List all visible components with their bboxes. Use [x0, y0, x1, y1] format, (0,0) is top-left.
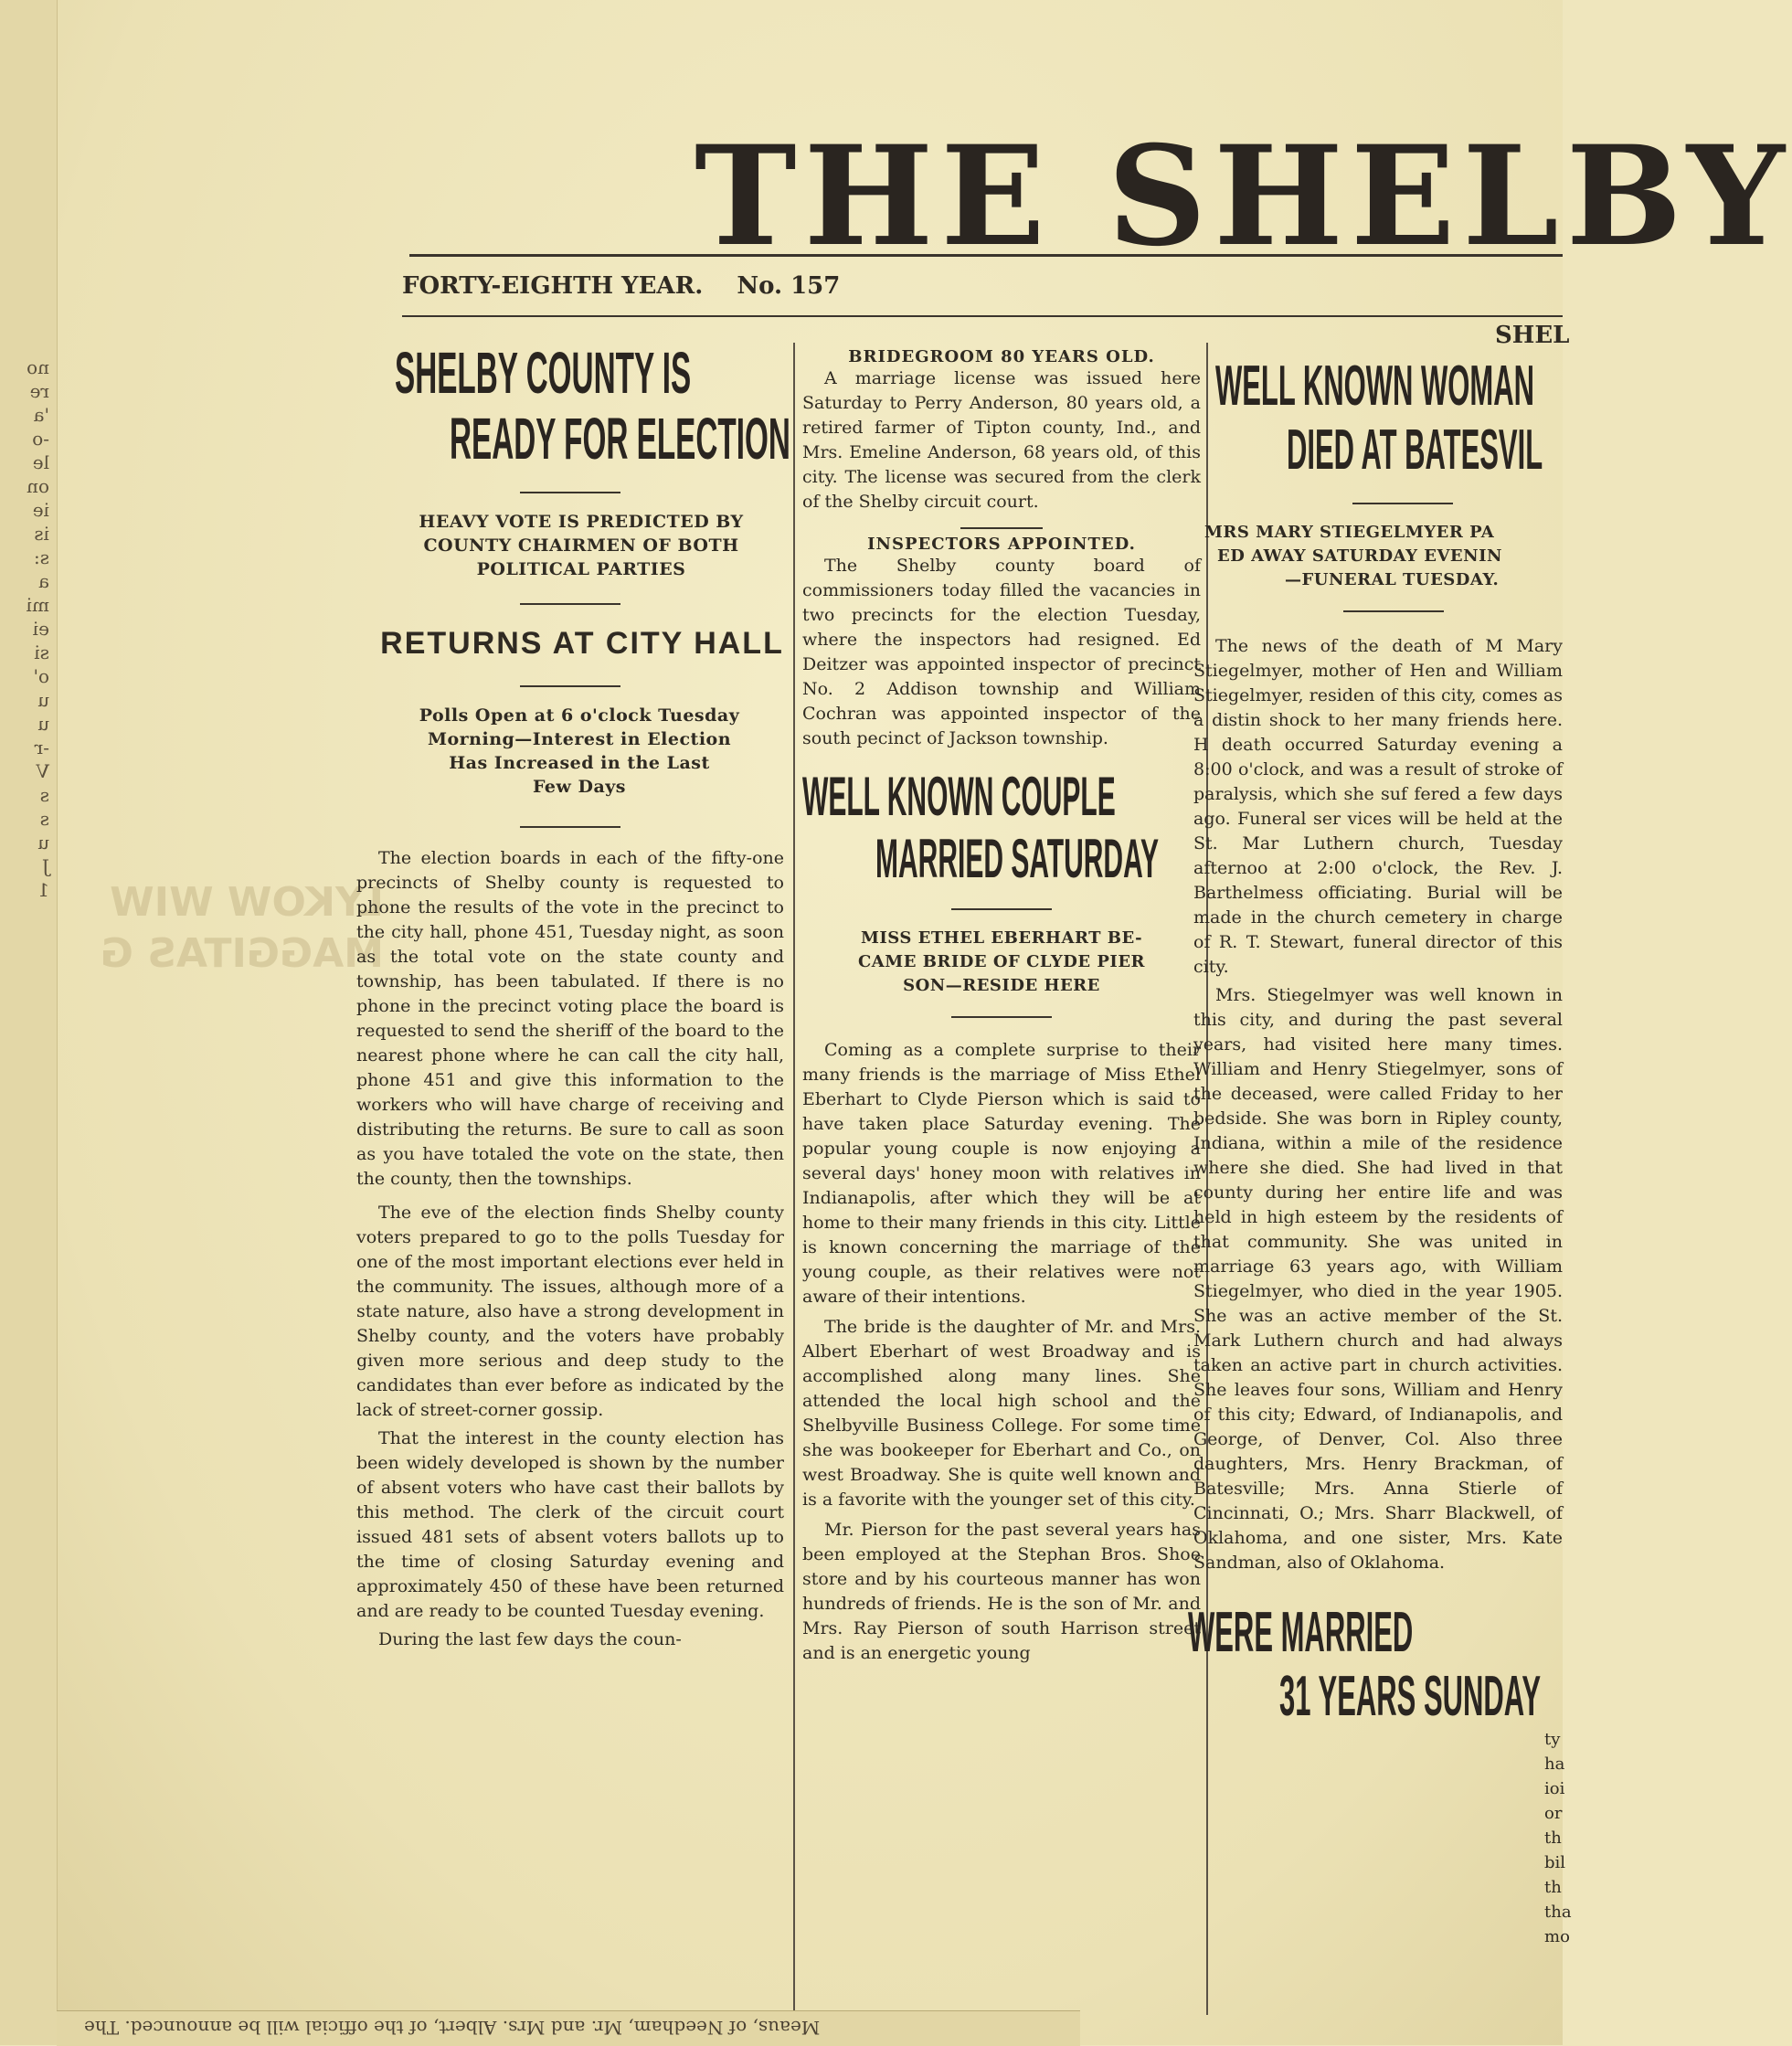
- left-edge-fragment: 'a: [33, 404, 49, 426]
- headline: READY FOR ELECTION: [450, 406, 790, 472]
- article-paragraph: Coming as a complete surprise to their many friends is the marriage of Miss Ethel Eberhart to Clyde Pierson which is said to have taken place Saturday evening. The popular young couple is now enjoying a several days' honey moon with relatives in Indianapolis, after which they will be at home to their many friends in this city. Little is known concerning the marriage of the young couple, as their relatives were not aware of their intentions.: [802, 1040, 1201, 1307]
- column-4-line: mo: [1544, 1927, 1570, 1946]
- issue-number: No. 157: [737, 272, 841, 300]
- deck: [375, 704, 784, 799]
- article-paragraph: Mr. Pierson for the past several years has been employed at the Stephan Bros. Shoe store and by his courteous manner has won hundreds of friends. He is the son of Mr. and Mrs. Ray Pierson of south Harrison street and is an energetic young: [802, 1520, 1201, 1663]
- section-headline: RETURNS AT CITY HALL: [380, 626, 784, 661]
- subhead-line: ED AWAY SATURDAY EVENIN: [1217, 546, 1502, 566]
- deck-line: Few Days: [532, 777, 627, 797]
- left-edge-fragment: u: [37, 689, 49, 711]
- article-paragraph: The bride is the daughter of Mr. and Mrs. Albert Eberhart of west Broadway and is accomplished along many lines. She attended the local high school and the Shelbyville Business College. For some time she was bookeeper for Eberhart and Co., on west Broadway. She is quite well known and is a favorite with the younger set of this city.: [802, 1317, 1201, 1510]
- column-4-line: ha: [1544, 1754, 1565, 1774]
- headline: SHELBY COUNTY IS: [395, 340, 692, 406]
- headline: DIED AT BATESVIL: [1287, 419, 1543, 482]
- year-text: FORTY-EIGHTH YEAR.: [402, 272, 704, 300]
- dateline-fragment: SHEL: [1495, 322, 1570, 349]
- ghost-line: MAGGITAS G: [100, 930, 384, 977]
- left-edge-fragment: si: [34, 641, 49, 663]
- bottom-page-edge: [57, 2010, 1080, 2046]
- left-edge-fragment: a: [38, 570, 49, 592]
- left-edge-fragment: on: [27, 475, 49, 497]
- subhead-line: COUNTY CHAIRMEN OF BOTH: [423, 535, 739, 556]
- subhead-line: MRS MARY STIEGELMYER PA: [1204, 523, 1495, 542]
- divider: [960, 527, 1043, 529]
- article-headline: INSPECTORS APPOINTED.: [867, 535, 1136, 554]
- subhead-line: HEAVY VOTE IS PREDICTED BY: [419, 512, 744, 532]
- divider: [1343, 610, 1444, 612]
- article-paragraph: A marriage license was issued here Saturday to Perry Anderson, 80 years old, a retired farmer of Tipton county, Ind., and Mrs. Emeline Anderson, 68 years old, of this city. The license was secured from the clerk of the Shelby circuit court.: [802, 368, 1201, 512]
- column-1: [356, 340, 790, 2012]
- masthead-rule: [409, 254, 1563, 257]
- headline: 31 YEARS SUNDAY: [1279, 1665, 1542, 1728]
- column-4-line: ty: [1544, 1730, 1561, 1749]
- left-edge-fragment: mi: [26, 594, 49, 616]
- column-4-line: ioi: [1544, 1779, 1565, 1798]
- subheadline: [378, 510, 784, 581]
- ghost-line: LYKOW WIW: [110, 879, 384, 926]
- left-edge-fragment: le: [32, 451, 49, 473]
- subhead-line: POLITICAL PARTIES: [476, 559, 686, 579]
- subhead-line: —FUNERAL TUESDAY.: [1285, 570, 1500, 589]
- headline: WELL KNOWN WOMAN: [1215, 355, 1534, 418]
- left-edge-fragment: u: [37, 713, 49, 735]
- header-rule: [402, 315, 1563, 317]
- bleed-through-text: [100, 877, 384, 996]
- article-headline: BRIDEGROOM 80 YEARS OLD.: [848, 347, 1155, 366]
- deck-line: Morning—Interest in Election: [427, 729, 732, 749]
- column-4-line: th: [1544, 1829, 1562, 1848]
- left-edge-fragment: o': [33, 665, 49, 687]
- left-edge-fragment: no: [27, 356, 49, 378]
- left-edge-fragment: is: [34, 523, 49, 545]
- column-3: [1188, 355, 1572, 2010]
- divider: [1352, 503, 1453, 504]
- column-4-line: or: [1544, 1804, 1563, 1823]
- article-paragraph: The eve of the election finds Shelby county voters prepared to go to the polls Tuesday for one of the most important elections ever held in the community. The issues, although more of a state nature, also have a strong development in Shelby county, and the voters have probably given more serious and deep study to the candidates than ever before as indicated by the lack of street-corner gossip.: [356, 1203, 784, 1420]
- subheadline: [1204, 521, 1563, 592]
- deck-line: Has Increased in the Last: [449, 753, 710, 773]
- headline: WELL KNOWN COUPLE: [802, 766, 1116, 827]
- divider: [520, 826, 620, 828]
- deck-line: Polls Open at 6 o'clock Tuesday: [419, 705, 740, 726]
- left-edge-fragment: ei: [32, 618, 49, 640]
- left-edge-fragment: s: [39, 784, 49, 806]
- masthead-title: THE SHELBY: [695, 116, 1792, 277]
- bottom-mirrored-text: Meaus, of Needham, Mr. and Mrs. Albert, of the official will be announced. The: [84, 2017, 821, 2039]
- divider: [951, 908, 1052, 910]
- subhead-line: MISS ETHEL EBERHART BE-: [860, 928, 1143, 948]
- column-4-line: bil: [1544, 1853, 1566, 1872]
- headline: MARRIED SATURDAY: [875, 828, 1160, 889]
- column-4-line: tha: [1544, 1903, 1572, 1922]
- article-paragraph: The news of the death of M Mary Stiegelmyer, mother of Hen and William Stiegelmyer, residen of this city, comes as a distin shock to her many friends here. H death occurred Saturday evening a 8:00 o'clock, and was a result of stroke of paralysis, which she suf fered a few days ago. Funeral ser vices will be held at the St. Mar Luthern church, Tuesday afternoo at 2:00 o'clock, the Rev. J. Barthelmess officiating. Burial will be made in the church cemetery in charge of R. T. Stewart, funeral director of this city.: [1193, 636, 1563, 977]
- left-edge-fragment: -o: [32, 428, 49, 450]
- divider: [520, 685, 620, 687]
- left-edge-fragment: re: [29, 380, 49, 402]
- article-paragraph: During the last few days the coun-: [378, 1629, 682, 1649]
- divider: [951, 1016, 1052, 1018]
- subhead-line: CAME BRIDE OF CLYDE PIER: [857, 952, 1146, 971]
- column-4-fragment: [1544, 1727, 1572, 2001]
- left-edge-fragment: 1: [37, 879, 49, 901]
- subhead-line: SON—RESIDE HERE: [903, 976, 1100, 995]
- article-paragraph: The Shelby county board of commissioners today filled the vacancies in two precincts for the election Tuesday, where the inspectors had resigned. Ed Deitzer was appointed inspector of precinct No. 2 Addison township and William Cochran was appointed inspector of the south pecinct of Jackson township.: [802, 556, 1201, 748]
- left-edge-fragment: ie: [32, 499, 49, 521]
- left-edge-fragment: -r: [34, 737, 49, 758]
- year-line: [402, 272, 840, 300]
- left-edge-fragment: J: [41, 855, 49, 877]
- left-edge-fragment: s:: [33, 546, 49, 568]
- left-edge-fragment: s: [39, 808, 49, 830]
- subheadline: [802, 927, 1201, 998]
- column-2: [802, 347, 1201, 2010]
- divider: [520, 492, 620, 493]
- column-divider: [793, 343, 795, 2015]
- left-edge-fragment: V: [36, 760, 49, 782]
- left-page-edge: [0, 0, 58, 2045]
- left-edge-fragment: u: [37, 832, 49, 853]
- article-paragraph: That the interest in the county election has been widely developed is shown by the number of absent voters who have cast their ballots by this method. The clerk of the circuit court issued 481 sets of absent voters ballots up to the time of closing Saturday evening and approximately 450 of these have been returned and are ready to be counted Tuesday evening.: [356, 1428, 784, 1621]
- divider: [520, 603, 620, 605]
- column-4-line: th: [1544, 1878, 1562, 1897]
- article-paragraph: Mrs. Stiegelmyer was well known in this city, and during the past several years, had visited here many times. William and Henry Stiegelmyer, sons of the deceased, were called Friday to her bedside. She was born in Ripley county, Indiana, within a mile of the residence where she died. She had lived in that county during her entire life and was held in high esteem by the residents of that community. She was united in marriage 63 years ago, with William Stiegelmyer, who died in the year 1905. She was an active member of the St. Mark Luthern church and had always taken an active part in church activities. She leaves four sons, William and Henry of this city; Edward, of Indianapolis, and George, of Denver, Col. Also three daughters, Mrs. Henry Brackman, of Batesville; Mrs. Anna Stierle of Cincinnati, O.; Mrs. Sharr Blackwell, of Oklahoma, and one sister, Mrs. Kate Sandman, also of Oklahoma.: [1193, 985, 1563, 1573]
- article-paragraph: The election boards in each of the fifty-one precincts of Shelby county is requested to phone the results of the vote in the precinct to the city hall, phone 451, Tuesday night, as soon as the total vote on the state county and township, has been tabulated. If there is no phone in the precinct voting place the board is requested to send the sheriff of the board to the nearest phone where he can call the city hall, phone 451 and give this information to the workers who will have charge of receiving and distributing the returns. Be sure to call as soon as you have totaled the vote on the state, then the county, then the townships.: [356, 848, 784, 1189]
- headline: WERE MARRIED: [1188, 1601, 1414, 1664]
